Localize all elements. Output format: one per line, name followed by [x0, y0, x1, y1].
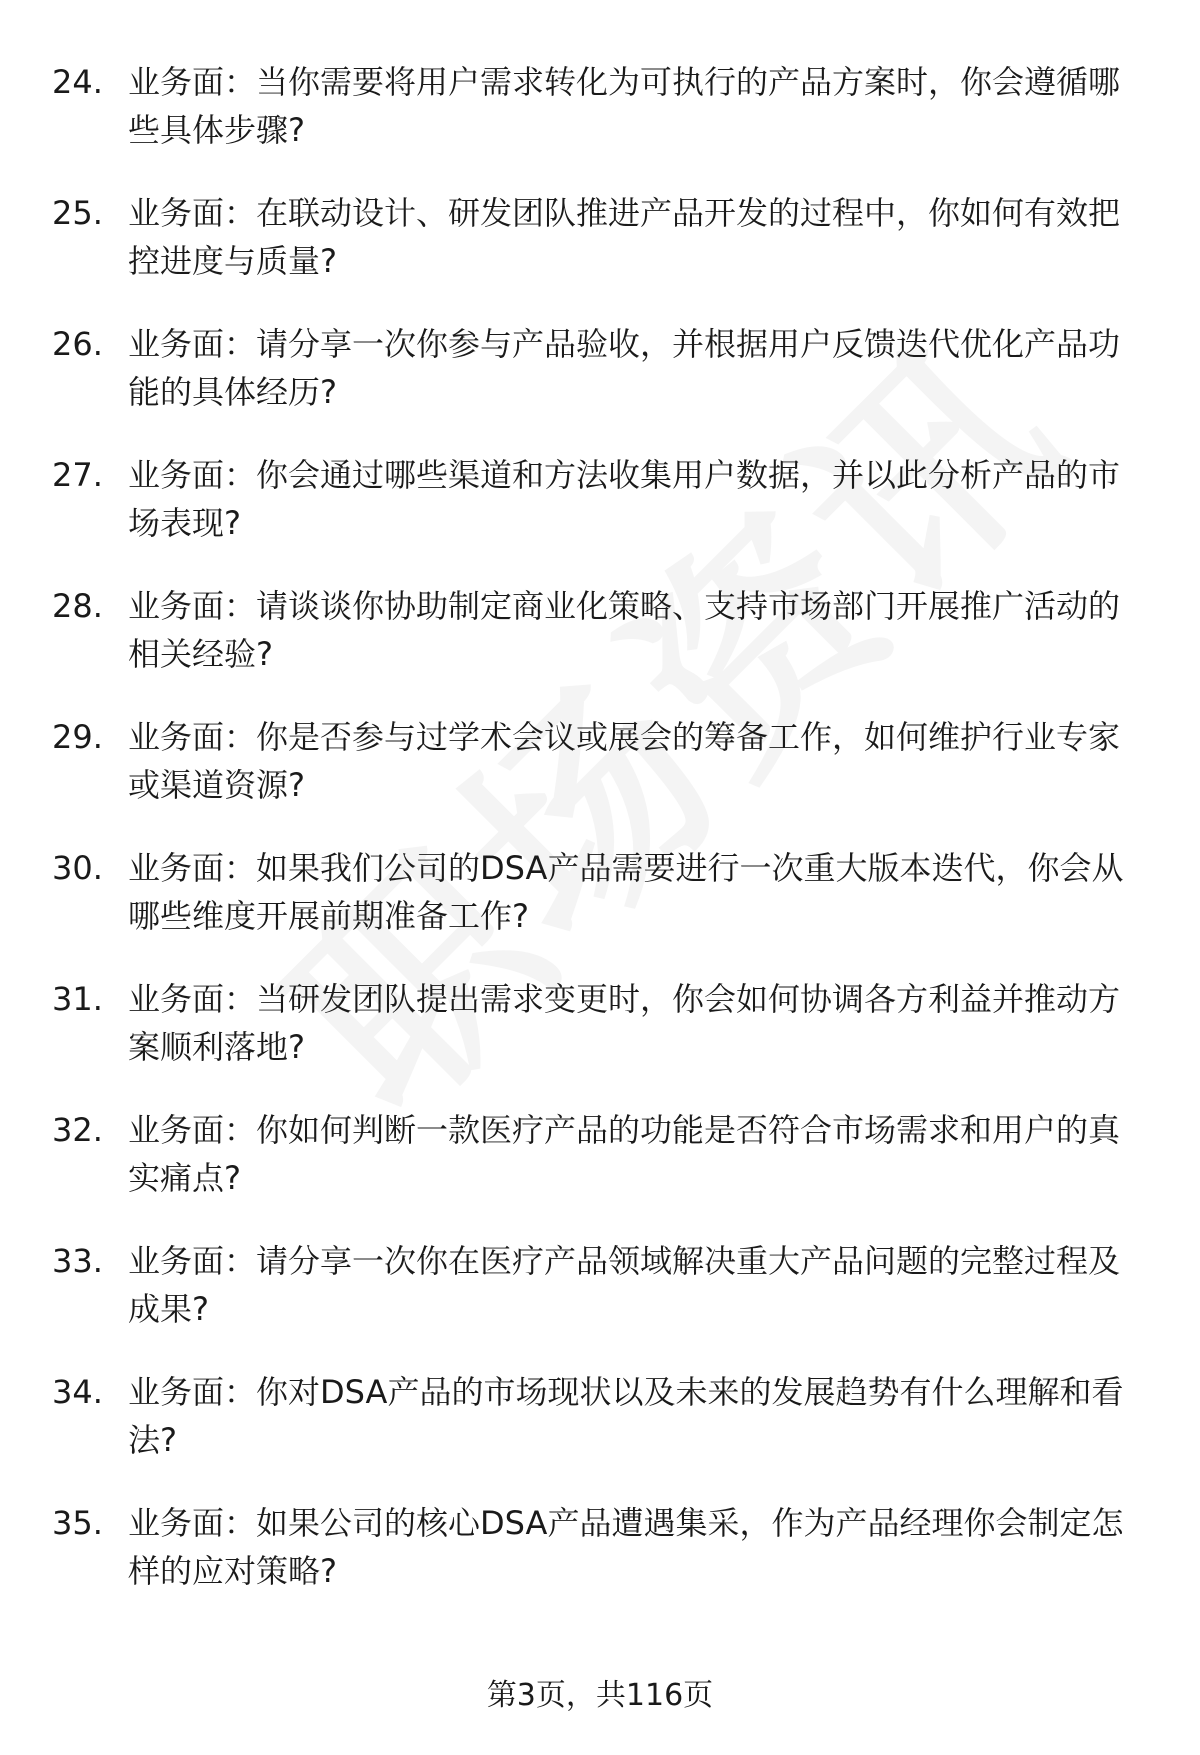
question-text: 业务面：如果公司的核心DSA产品遭遇集采，作为产品经理你会制定怎样的应对策略?	[128, 1504, 1124, 1590]
question-number: 24.	[52, 63, 103, 101]
question-number: 28.	[52, 587, 103, 625]
question-number: 33.	[52, 1242, 103, 1280]
question-item	[0, 451, 1200, 582]
question-text: 业务面：你会通过哪些渠道和方法收集用户数据，并以此分析产品的市场表现?	[128, 456, 1121, 542]
question-text: 业务面：如果我们公司的DSA产品需要进行一次重大版本迭代，你会从哪些维度开展前期准备工作?	[128, 849, 1124, 935]
question-item	[0, 844, 1200, 975]
question-text: 业务面：在联动设计、研发团队推进产品开发的过程中，你如何有效把控进度与质量?	[128, 194, 1121, 280]
question-text: 业务面：请分享一次你在医疗产品领域解决重大产品问题的完整过程及成果?	[128, 1242, 1121, 1328]
question-text: 业务面：当你需要将用户需求转化为可执行的产品方案时，你会遵循哪些具体步骤?	[128, 63, 1121, 149]
question-item	[0, 1499, 1200, 1630]
question-number: 25.	[52, 194, 103, 232]
question-item	[0, 713, 1200, 844]
question-item	[0, 320, 1200, 451]
page-footer: 第3页，共116页	[486, 1678, 714, 1713]
question-text: 业务面：你对DSA产品的市场现状以及未来的发展趋势有什么理解和看法?	[128, 1373, 1124, 1459]
question-list	[0, 58, 1200, 1630]
question-number: 32.	[52, 1111, 103, 1149]
question-item	[0, 189, 1200, 320]
question-text: 业务面：你是否参与过学术会议或展会的筹备工作，如何维护行业专家或渠道资源?	[128, 718, 1121, 804]
question-item	[0, 1237, 1200, 1368]
question-text: 业务面：请分享一次你参与产品验收，并根据用户反馈迭代优化产品功能的具体经历?	[128, 325, 1121, 411]
question-number: 27.	[52, 456, 103, 494]
question-item	[0, 975, 1200, 1106]
question-text: 业务面：请谈谈你协助制定商业化策略、支持市场部门开展推广活动的相关经验?	[128, 587, 1121, 673]
question-item	[0, 582, 1200, 713]
question-number: 34.	[52, 1373, 103, 1411]
question-number: 26.	[52, 325, 103, 363]
question-item	[0, 1368, 1200, 1499]
question-text: 业务面：你如何判断一款医疗产品的功能是否符合市场需求和用户的真实痛点?	[128, 1111, 1121, 1197]
question-item	[0, 58, 1200, 189]
question-number: 31.	[52, 980, 103, 1018]
question-item	[0, 1106, 1200, 1237]
question-number: 30.	[52, 849, 103, 887]
question-number: 35.	[52, 1504, 103, 1542]
question-text: 业务面：当研发团队提出需求变更时，你会如何协调各方利益并推动方案顺利落地?	[128, 980, 1121, 1066]
question-number: 29.	[52, 718, 103, 756]
